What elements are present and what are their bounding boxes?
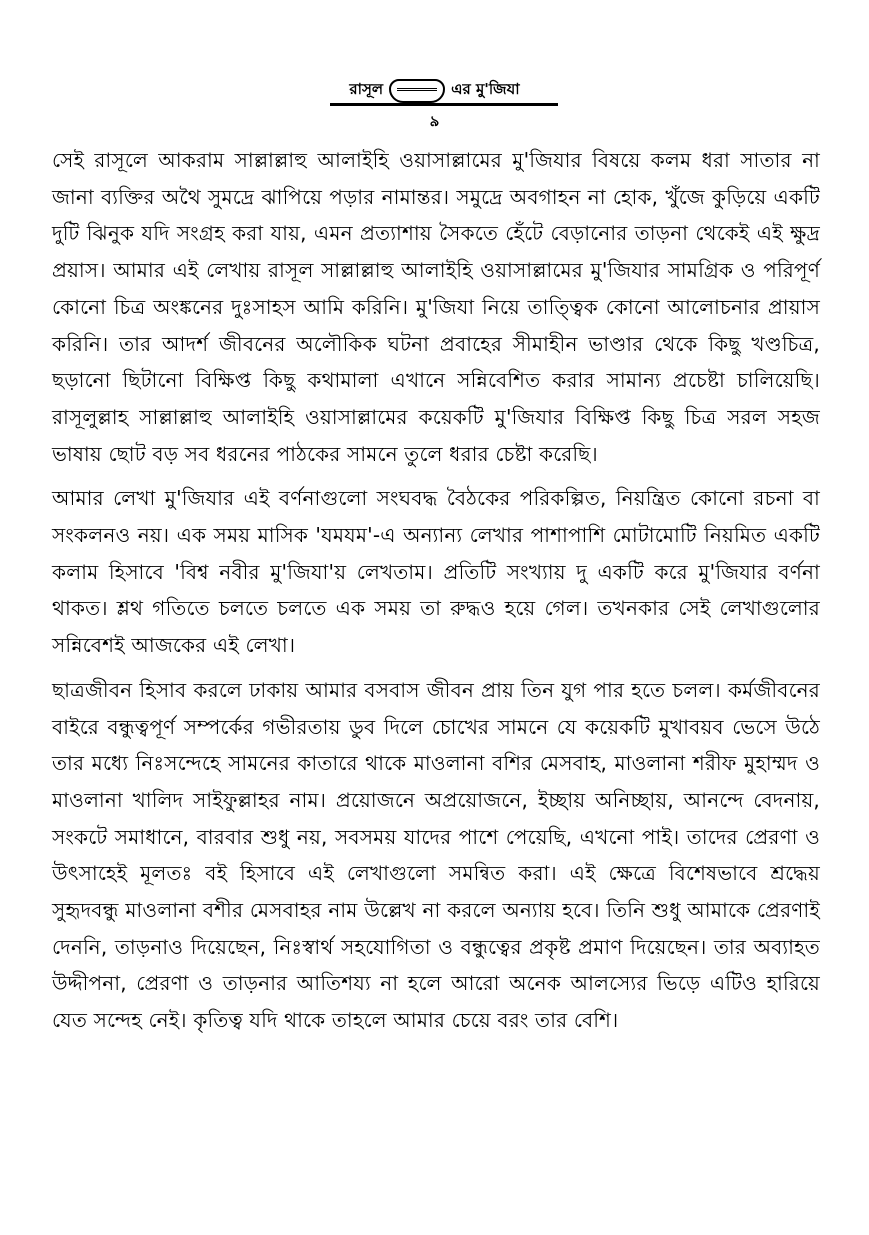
paragraph-1: সেই রাসূলে আকরাম সাল্লাল্লাহু আলাইহি ওয়াসাল্লামের মু'জিযার বিষয়ে কলম ধরা সাতার না জানা ব্যক্তির অথৈ সুমদ্রে ঝাপিয়ে পড়ার নামান্তর। সমুদ্রে অবগাহন না হোক, খুঁজে কুড়িয়ে একটি দুটি ঝিনুক যদি সংগ্রহ করা যায়, এমন প্রত্যাশায় সৈকতে হেঁটে বেড়ানোর তাড়না থেকেই এই ক্ষুদ্র প্রয়াস। আমার এই লেখায় রাসূল সাল্লাল্লাহু আলাইহি ওয়াসাল্লামের মু'জিযার সামগ্রিক ও পরিপূর্ণ কোনো চিত্র অংঙ্কনের দুঃসাহস আমি করিনি। মু'জিযা নিয়ে তাত্ত্বিক কোনো আলোচনার প্রায়াস করিনি। তার আদর্শ জীবনের অলৌকিক ঘটনা প্রবাহের সীমাহীন ভাণ্ডার থেকে কিছু খণ্ডচিত্র, ছড়ানো ছিটানো বিক্ষিপ্ত কিছু কথামালা এখানে সন্নিবেশিত করার সামান্য প্রচেষ্টা চালিয়েছি। রাসূলুল্লাহ সাল্লাল্লাহু আলাইহি ওয়াসাল্লামের কয়েকটি মু'জিযার বিক্ষিপ্ত কিছু চিত্র সরল সহজ ভাষায় ছোট বড় সব ধরনের পাঠকের সামনে তুলে ধরার চেষ্টা করেছি।	[52, 148, 820, 466]
header-title-after: এর মু'জিযা	[451, 80, 520, 98]
running-header	[0, 78, 869, 103]
salutation-seal-icon	[389, 79, 445, 103]
page-number: ৯	[429, 112, 440, 130]
header-title	[349, 78, 519, 103]
header-title-before: রাসূল	[349, 80, 384, 98]
paragraph-2: আমার লেখা মু'জিযার এই বর্ণনাগুলো সংঘবদ্ধ বৈঠকের পরিকল্পিত, নিয়ন্ত্রিত কোনো রচনা বা সংকলনও নয়। এক সময় মাসিক 'যমযম'-এ অন্যান্য লেখার পাশাপাশি মোটামোটি নিয়মিত একটি কলাম হিসাবে 'বিশ্ব নবীর মু'জিযা'য় লেখতাম। প্রতিটি সংখ্যায় দু একটি করে মু'জিযার বর্ণনা থাকত। শ্লথ গতিতে চলতে চলতে এক সময় তা রুদ্ধও হয়ে গেল। তখনকার সেই লেখাগুলোর সন্নিবেশই আজকের এই লেখা।	[52, 486, 820, 658]
paragraph-3: ছাত্রজীবন হিসাব করলে ঢাকায় আমার বসবাস জীবন প্রায় তিন যুগ পার হতে চলল। কর্মজীবনের বাইরে বন্ধুত্বপূর্ণ সম্পর্কের গভীরতায় ডুব দিলে চোখের সামনে যে কয়েকটি মুখাবয়ব ভেসে উঠে তার মধ্যে নিঃসন্দেহে সামনের কাতারে থাকে মাওলানা বশির মেসবাহ, মাওলানা শরীফ মুহাম্মদ ও মাওলানা খালিদ সাইফুল্লাহর নাম। প্রয়োজনে অপ্রয়োজনে, ইচ্ছায় অনিচ্ছায়, আনন্দে বেদনায়, সংকটে সমাধানে, বারবার শুধু নয়, সবসময় যাদের পাশে পেয়েছি, এখনো পাই। তাদের প্রেরণা ও উৎসাহেই মূলতঃ বই হিসাবে এই লেখাগুলো সমন্বিত করা। এই ক্ষেত্রে বিশেষভাবে শ্রদ্ধেয় সুহৃদবন্ধু মাওলানা বশীর মেসবাহর নাম উল্লেখ না করলে অন্যায় হবে। তিনি শুধু আমাকে প্রেরণাই দেননি, তাড়নাও দিয়েছেন, নিঃস্বার্থ সহযোগিতা ও বন্ধুত্বের প্রকৃষ্ট প্রমাণ দিয়েছেন। তার অব্যাহত উদ্দীপনা, প্রেরণা ও তাড়নার আতিশয্য না হলে আরো অনেক আলস্যের ভিড়ে এটিও হারিয়ে যেত সন্দেহ নেই। কৃতিত্ব যদি থাকে তাহলে আমার চেয়ে বরং তার বেশি।	[52, 677, 820, 1033]
body-text	[52, 142, 820, 1047]
header-rule	[330, 103, 558, 106]
